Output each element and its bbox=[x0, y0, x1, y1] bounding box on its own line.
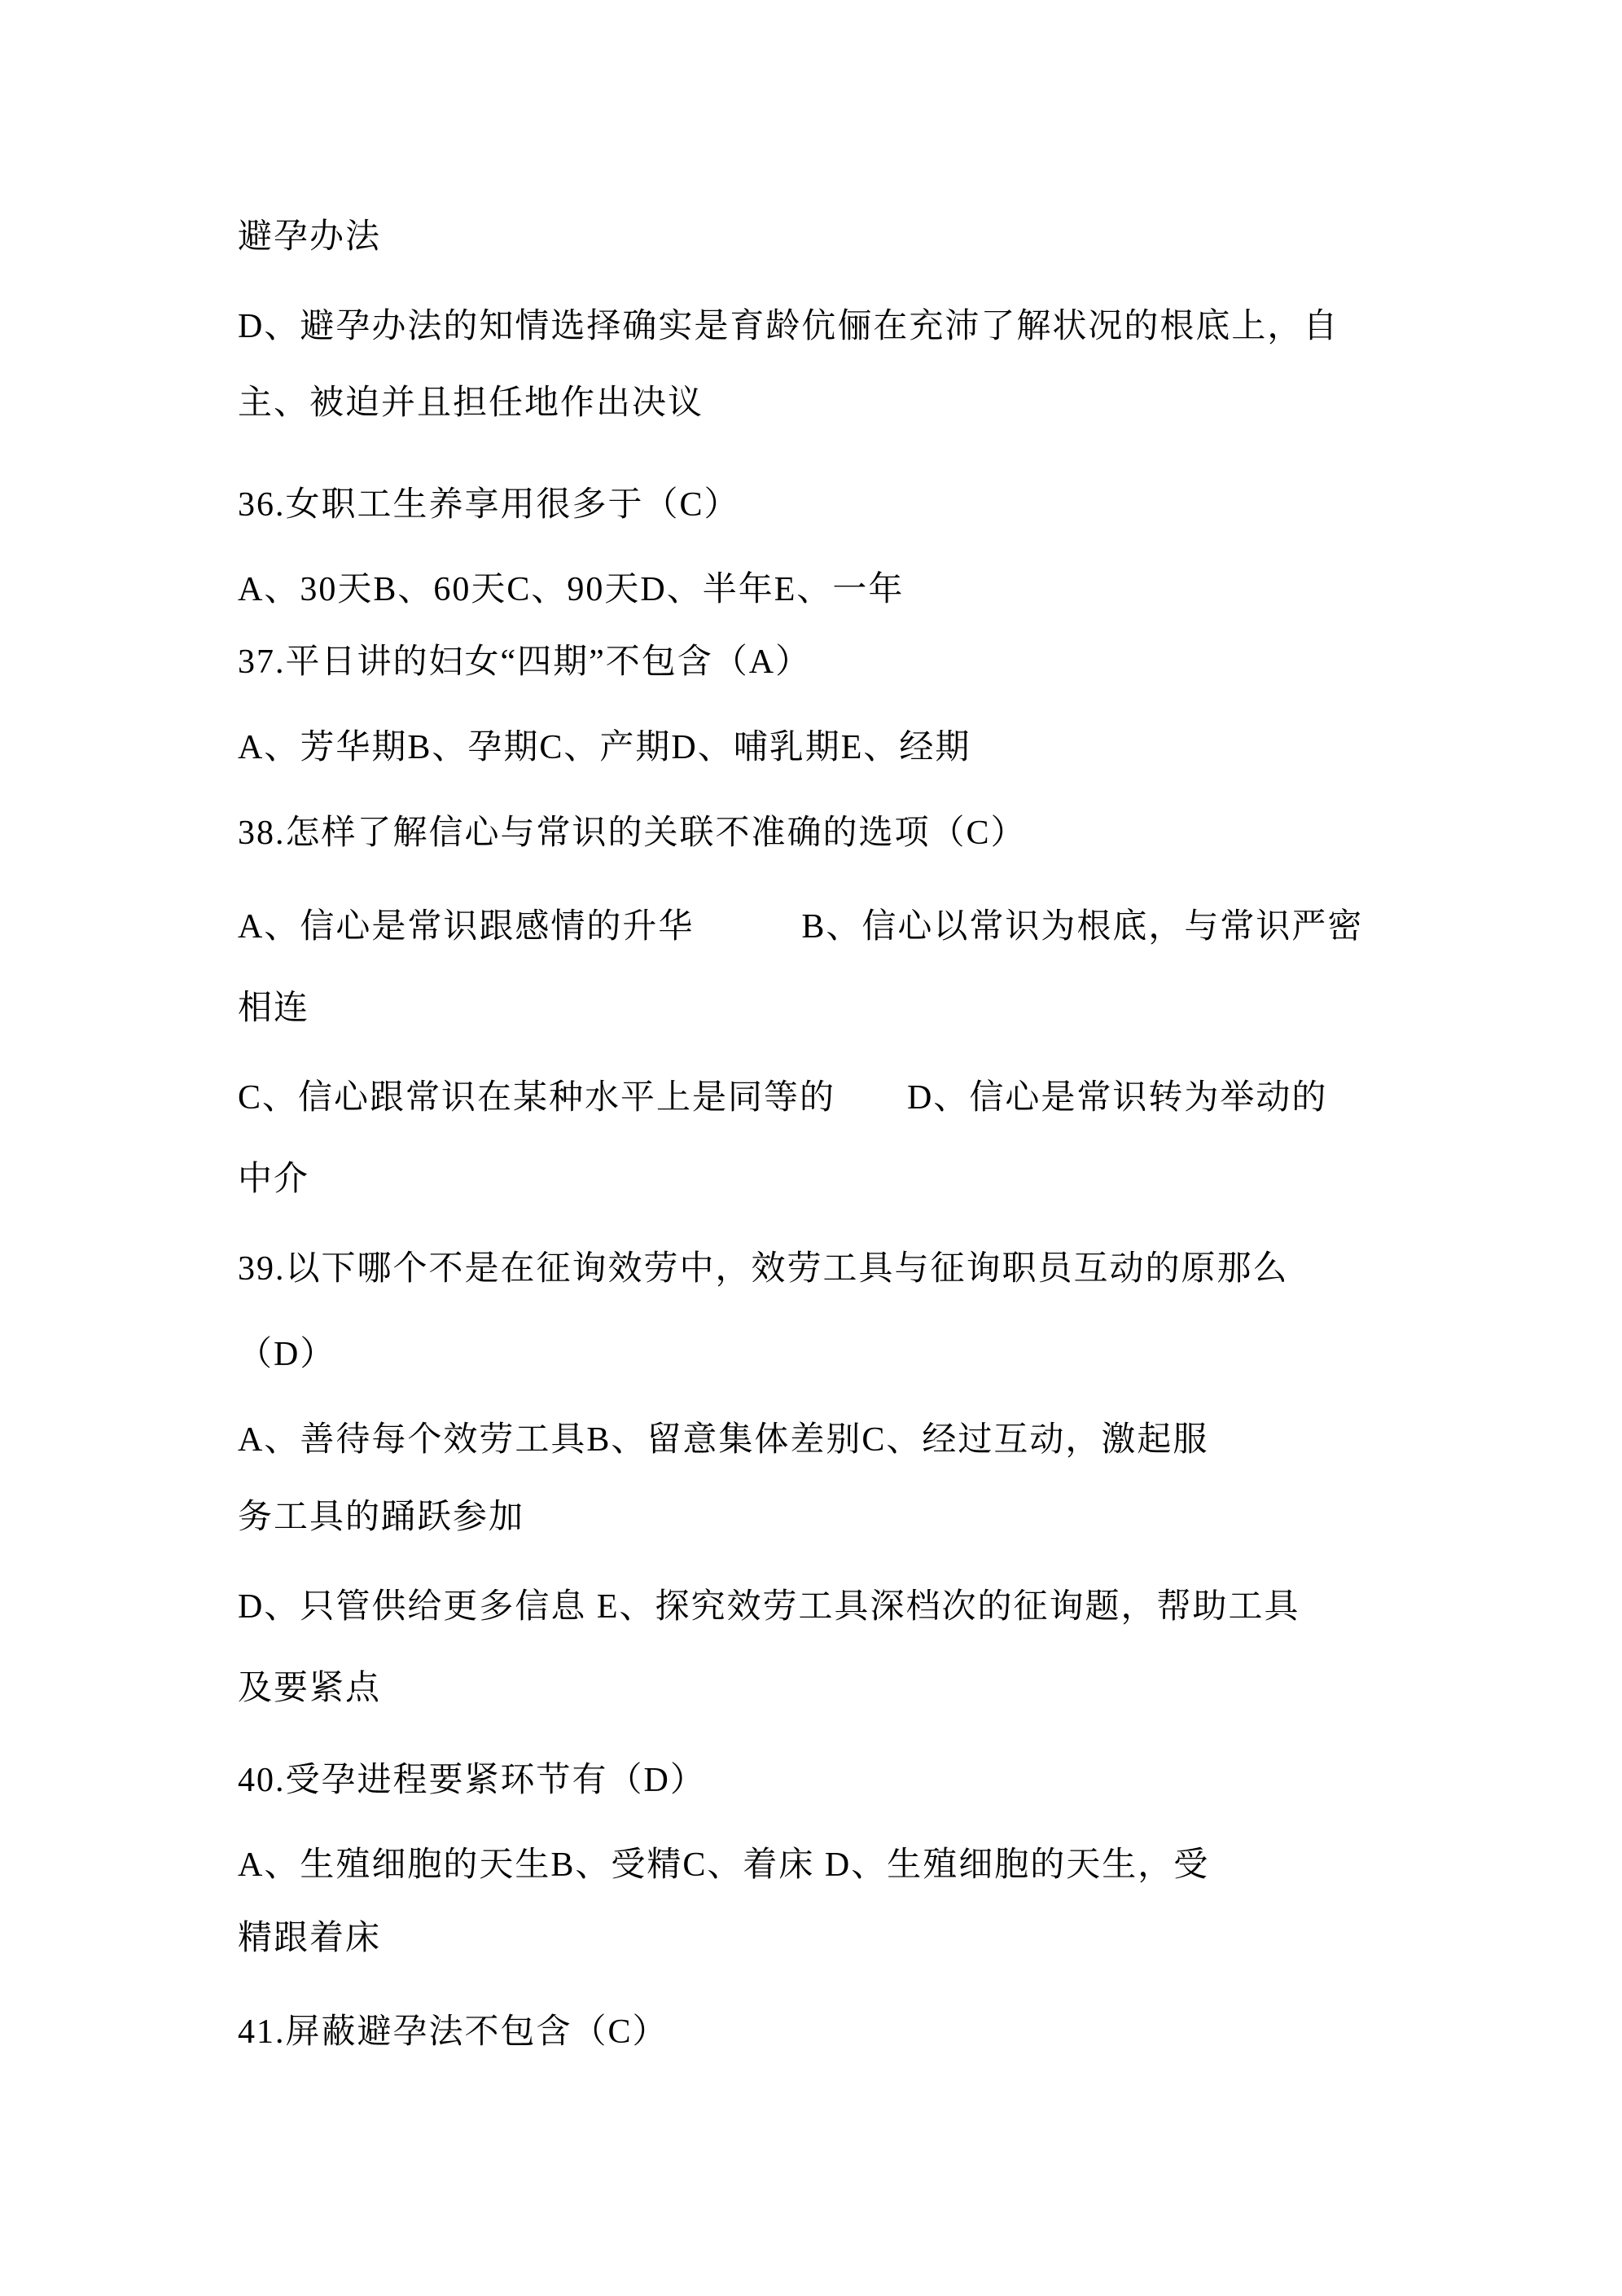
line-carryover-text: 避孕办法 bbox=[238, 218, 382, 256]
question-39-options-de: D、只管供给更多信息 E、探究效劳工具深档次的征询题，帮助工具 bbox=[238, 1588, 1300, 1626]
question-41: 41.屏蔽避孕法不包含（C） bbox=[238, 2013, 669, 2051]
question-38: 38.怎样了解信心与常识的关联不准确的选项（C） bbox=[238, 814, 1027, 852]
option-d-line-2: 主、被迫并且担任地作出决议 bbox=[238, 384, 704, 422]
question-38-options-ab-continuation: 相连 bbox=[238, 990, 310, 1027]
question-40-options-continuation: 精跟着床 bbox=[238, 1920, 382, 1957]
option-d-line-1: D、避孕办法的知情选择确实是育龄伉俪在充沛了解状况的根底上，自 bbox=[238, 308, 1339, 345]
question-40: 40.受孕进程要紧环节有（D） bbox=[238, 1762, 706, 1799]
question-39-options-abc-continuation: 务工具的踊跃参加 bbox=[238, 1499, 525, 1536]
question-38-options-ab: A、信心是常识跟感情的升华 B、信心以常识为根底，与常识严密 bbox=[238, 908, 1364, 946]
question-38-options-cd: C、信心跟常识在某种水平上是同等的 D、信心是常识转为举动的 bbox=[238, 1079, 1328, 1117]
question-39: 39.以下哪个不是在征询效劳中，效劳工具与征询职员互动的原那么 bbox=[238, 1250, 1289, 1288]
question-36-options: A、30天B、60天C、90天D、半年E、一年 bbox=[238, 571, 905, 608]
question-39-options-de-continuation: 及要紧点 bbox=[238, 1670, 382, 1707]
question-37-options: A、芳华期B、孕期C、产期D、哺乳期E、经期 bbox=[238, 729, 971, 766]
question-37: 37.平日讲的妇女“四期”不包含（A） bbox=[238, 643, 812, 681]
question-40-options: A、生殖细胞的天生B、受精C、着床 D、生殖细胞的天生，受 bbox=[238, 1846, 1210, 1884]
question-38-options-cd-continuation: 中介 bbox=[238, 1161, 310, 1198]
question-39-options-abc: A、善待每个效劳工具B、留意集体差别C、经过互动，激起服 bbox=[238, 1421, 1209, 1459]
question-36: 36.女职工生养享用很多于（C） bbox=[238, 486, 740, 524]
question-39-answer: （D） bbox=[238, 1336, 336, 1373]
